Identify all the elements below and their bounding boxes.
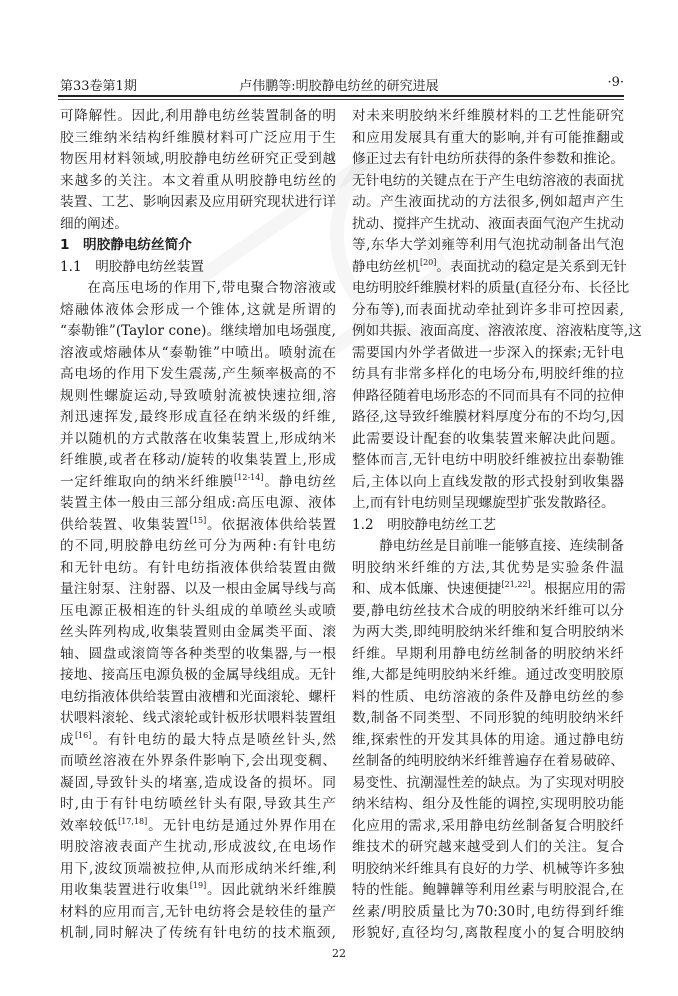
left-column (60, 106, 336, 945)
text-line (352, 816, 624, 838)
text-line (352, 171, 624, 193)
text-segment: 形貌好,直径均匀,离散程度小的复合明胶纳 (352, 925, 624, 941)
text-segment: 修正过去有针电纺所获得的条件参数和推论。 (352, 151, 624, 167)
text-segment: 纤维膜,或者在移动/旋转的收集装置上,形成 (60, 452, 336, 468)
text-line (60, 149, 336, 171)
header-rule-thin (58, 99, 624, 100)
text-segment: 明胶溶液表面产生扰动,形成波纹,在电场作 (60, 839, 336, 855)
text-line (352, 472, 624, 494)
text-line (60, 730, 336, 752)
text-segment: 效率较低 (60, 817, 119, 834)
text-segment: 维,探索性的开发其具体的用途。通过静电纺 (352, 731, 624, 748)
text-segment: 时,由于有针电纺喷丝针头有限,导致其生产 (60, 796, 336, 812)
text-line (60, 493, 336, 515)
text-segment: 溶液或熔融体从“泰勒锥”中喷出。喷射流在 (60, 344, 336, 361)
text-line (60, 171, 336, 193)
text-line (352, 321, 642, 343)
text-line (60, 816, 336, 838)
text-line (352, 730, 624, 752)
text-line (352, 558, 624, 580)
text-segment: 1.1 明胶静电纺丝装置 (60, 258, 204, 275)
text-segment: 。依据液体供给装置 (206, 516, 337, 533)
section-heading (352, 515, 624, 537)
text-line (60, 579, 336, 601)
text-line (352, 149, 624, 171)
text-segment: 特的性能。鲍韡韡等利用丝素与明胶混合,在 (352, 882, 624, 898)
text-line (60, 386, 336, 408)
right-column (352, 106, 642, 945)
text-segment: 扰动、搅拌产生扰动、液面表面气泡产生扰动 (352, 215, 624, 232)
text-segment: 和、成本低廉、快速便捷 (352, 581, 502, 597)
text-line (60, 278, 336, 300)
text-segment: 轴、圆盘或滚筒等各种类型的收集器,与一根 (60, 645, 336, 662)
running-title: 卢伟鹏等:明胶静电纺丝的研究进展 (239, 79, 439, 94)
text-line (352, 364, 624, 386)
text-segment: 。无针电纺是通过外界作用在 (147, 817, 337, 834)
text-segment: 量注射泵、注射器、以及一根由金属导线与高 (60, 581, 336, 597)
text-line (352, 794, 624, 816)
text-line (352, 235, 624, 257)
text-segment: 为两大类,即纯明胶纳米纤维和复合明胶纳米 (352, 624, 624, 640)
text-line (352, 665, 624, 687)
text-segment: 化应用的需求,采用静电纺丝制备复合明胶纤 (352, 817, 624, 834)
text-line (352, 450, 624, 472)
text-line (60, 407, 336, 429)
text-segment: 胶三维纳米结构纤维膜材料可广泛应用于生 (60, 129, 336, 146)
text-line (60, 214, 336, 236)
text-segment: 。表面扰动的稳定是关系到无针 (436, 258, 627, 275)
citation: [20] (419, 257, 437, 267)
citation: [16] (74, 730, 92, 740)
text-line (60, 923, 336, 945)
text-segment: 例如共振、液面高度、溶液浓度、溶液粘度等,这 (352, 323, 642, 339)
text-segment: 静电纺丝是目前唯一能够直接、连续制备 (379, 538, 624, 554)
text-segment: 来越多的关注。本文着重从明胶静电纺丝的 (60, 172, 336, 189)
text-line (352, 687, 624, 709)
text-segment: 机制,同时解决了传统有针电纺的技术瓶颈, (60, 925, 336, 941)
citation: [17,18] (118, 816, 148, 826)
text-line (352, 708, 624, 730)
text-line (60, 708, 336, 730)
text-segment: 丝头阵列构成,收集装置则由金属类平面、滚 (60, 624, 336, 640)
text-segment: 在高压电场的作用下,带电聚合物溶液或 (87, 280, 336, 296)
text-segment: 电纺指液体供给装置由液槽和光面滚轮、螺杆 (60, 688, 336, 705)
text-segment: 和无针电纺。有针电纺指液体供给装置由微 (60, 559, 336, 576)
text-segment: 高电场的作用下发生震荡,产生频率极高的不 (60, 366, 336, 382)
text-segment: 一定纤维取向的纳米纤维膜 (60, 473, 235, 490)
journal-volume-issue: 第33卷第1期 (60, 79, 137, 94)
text-segment: 此需要设计配套的收集装置来解决此问题。 (352, 430, 624, 447)
text-line (352, 106, 624, 128)
text-segment: 而喷丝溶液在外界条件影响下,会出现变稠、 (60, 753, 336, 769)
text-segment: 对未来明胶纳米纤维膜材料的工艺性能研究 (352, 108, 624, 124)
text-line (352, 386, 624, 408)
text-line (60, 687, 336, 709)
text-segment: 丝素/明胶质量比为70:30时,电纺得到纤维 (352, 903, 624, 920)
text-segment: 用收集装置进行收集 (60, 882, 190, 898)
text-line (352, 837, 624, 859)
text-segment: 纤维。早期利用静电纺丝制备的明胶纳米纤 (352, 645, 624, 662)
text-line (352, 407, 624, 429)
text-line (352, 536, 624, 558)
text-segment: 纺具有非常多样化的电场分布,明胶纤维的拉 (352, 366, 624, 382)
text-line (352, 644, 624, 666)
text-segment: 伸路径随着电场形态的不同而具有不同的拉伸 (352, 387, 624, 404)
text-line (60, 665, 336, 687)
text-line (60, 558, 336, 580)
text-line (60, 192, 336, 214)
text-line (60, 880, 336, 902)
text-line (352, 192, 624, 214)
text-segment: 电纺明胶纤维膜材料的质量(直径分布、长径比 (352, 280, 630, 296)
text-segment: 装置主体一般由三部分组成:高压电源、液体 (60, 495, 336, 511)
text-line (60, 751, 336, 773)
text-line (60, 300, 336, 322)
text-line (352, 257, 627, 279)
text-line (352, 751, 624, 773)
text-segment: 。因此就纳米纤维膜 (206, 882, 337, 898)
text-segment: 的不同,明胶静电纺丝可分为两种:有针电纺 (60, 538, 336, 554)
text-segment: 并以随机的方式散落在收集装置上,形成纳米 (60, 430, 336, 447)
text-line (352, 128, 624, 150)
text-line (352, 622, 624, 644)
text-segment: 物医用材料领域,明胶静电纺丝研究正受到越 (60, 151, 336, 167)
text-line (352, 880, 624, 902)
text-segment: 明胶纳米纤维的方法,其优势是实验条件温 (352, 559, 624, 576)
text-segment: 状喂料滚轮、线式滚轮或针板形状喂料装置组 (60, 710, 336, 726)
text-segment: 规则性螺旋运动,导致喷射流被快速拉细,溶 (60, 387, 336, 404)
text-segment: 整体而言,无针电纺中明胶纤维被拉出泰勒锥 (352, 452, 624, 468)
text-line (60, 902, 336, 924)
text-segment: 剂迅速挥发,最终形成直径在纳米级的纤维, (60, 409, 336, 425)
text-segment: 装置、工艺、影响因素及应用研究现状进行详 (60, 194, 336, 210)
text-line (60, 536, 336, 558)
footer-page-number: 22 (332, 947, 346, 960)
text-line (352, 923, 624, 945)
text-segment: 凝固,导致针头的堵塞,造成设备的损坏。同 (60, 774, 336, 791)
text-segment: 维技术的研究越来越受到人们的关注。复合 (352, 839, 624, 855)
text-line (352, 214, 624, 236)
text-segment: 压电源正极相连的针头组成的单喷丝头或喷 (60, 602, 336, 619)
section-heading (60, 257, 336, 279)
text-line (352, 773, 624, 795)
text-segment: 路径,这导致纤维膜材料厚度分布的不均匀,因 (352, 409, 624, 425)
text-line (60, 515, 336, 537)
text-segment: 。有针电纺的最大特点是喷丝针头,然 (91, 731, 336, 748)
text-segment: 分布等),而表面扰动牵扯到许多非可控因素, (352, 301, 624, 318)
text-line (60, 128, 336, 150)
text-line (352, 902, 624, 924)
text-segment: 1.2 明胶静电纺丝工艺 (352, 516, 496, 533)
text-line (60, 321, 336, 343)
text-line (60, 472, 336, 494)
text-segment: 料的性质、电纺溶液的条件及静电纺丝的参 (352, 688, 624, 705)
header-rule-thick (58, 95, 624, 97)
text-line (60, 601, 336, 623)
text-segment: 。静电纺丝 (263, 473, 337, 490)
text-segment: 数,制备不同类型、不同形貌的纯明胶纳米纤 (352, 710, 624, 726)
text-segment: 供给装置、收集装置 (60, 516, 190, 533)
text-line (60, 773, 336, 795)
text-segment: 细的阐述。 (60, 215, 128, 232)
text-segment: 材料的应用而言,无针电纺将会是较佳的量产 (60, 903, 336, 920)
text-segment: 用下,波纹顶端被拉伸,从而形成纳米纤维,利 (60, 860, 336, 877)
text-line (352, 278, 630, 300)
text-segment: 静电纺丝机 (352, 258, 420, 275)
text-line (60, 364, 336, 386)
text-segment: 熔融体液体会形成一个锥体,这就是所谓的 (60, 301, 336, 318)
citation: [21,22] (501, 580, 531, 589)
text-segment: 动。产生液面扰动的方法很多,例如超声产生 (352, 194, 624, 210)
text-line (352, 579, 624, 601)
text-line (352, 859, 624, 881)
text-segment: 纳米结构、组分及性能的调控,实现明胶功能 (352, 796, 624, 812)
text-segment: 可降解性。因此,利用静电纺丝装置制备的明 (60, 108, 336, 124)
text-segment: 上,而有针电纺则呈现螺旋型扩张发散路径。 (352, 495, 615, 511)
text-segment: 易变性、抗潮湿性差的缺点。为了实现对明胶 (352, 774, 624, 791)
text-segment: 要,静电纺丝技术合成的明胶纳米纤维可以分 (352, 602, 624, 619)
text-line (352, 429, 624, 451)
text-line (60, 450, 336, 472)
text-line (352, 343, 624, 365)
text-segment: 丝制备的纯明胶纳米纤维普遍存在着易破碎、 (352, 753, 624, 769)
text-line (60, 106, 336, 128)
text-line (60, 794, 336, 816)
text-segment: 等,东华大学刘雍等利用气泡扰动制备出气泡 (352, 237, 624, 253)
text-segment: “泰勒锥”(Taylor cone)。继续增加电场强度, (60, 323, 336, 339)
text-segment: 明胶纳米纤维具有良好的力学、机械等许多独 (352, 860, 624, 877)
text-line (352, 601, 624, 623)
text-line (60, 429, 336, 451)
section-heading (60, 235, 336, 257)
text-segment: 维,大都是纯明胶纳米纤维。通过改变明胶原 (352, 667, 624, 683)
text-segment: 和应用发展具有重大的影响,并有可能推翻或 (352, 129, 624, 146)
text-segment: 成 (60, 731, 75, 748)
text-line (60, 644, 336, 666)
text-segment: 。根据应用的需 (530, 581, 626, 597)
text-line (60, 859, 336, 881)
text-line (60, 837, 336, 859)
text-segment: 后,主体以向上直线发散的形式投射到收集器 (352, 473, 624, 490)
text-segment: 需要国内外学者做进一步深入的探索;无针电 (352, 344, 624, 361)
text-line (60, 343, 336, 365)
text-line (352, 300, 624, 322)
text-line (60, 622, 336, 644)
page-number: ·9· (607, 75, 624, 90)
citation: [15] (189, 515, 207, 525)
text-segment: 1 明胶静电纺丝简介 (60, 237, 192, 253)
citation: [19] (189, 881, 207, 890)
text-segment: 接地、接高压电源负极的金属导线组成。无针 (60, 667, 336, 683)
citation: [12-14] (234, 472, 264, 482)
text-line (352, 493, 624, 515)
text-segment: 无针电纺的关键点在于产生电纺溶液的表面扰 (352, 172, 624, 189)
